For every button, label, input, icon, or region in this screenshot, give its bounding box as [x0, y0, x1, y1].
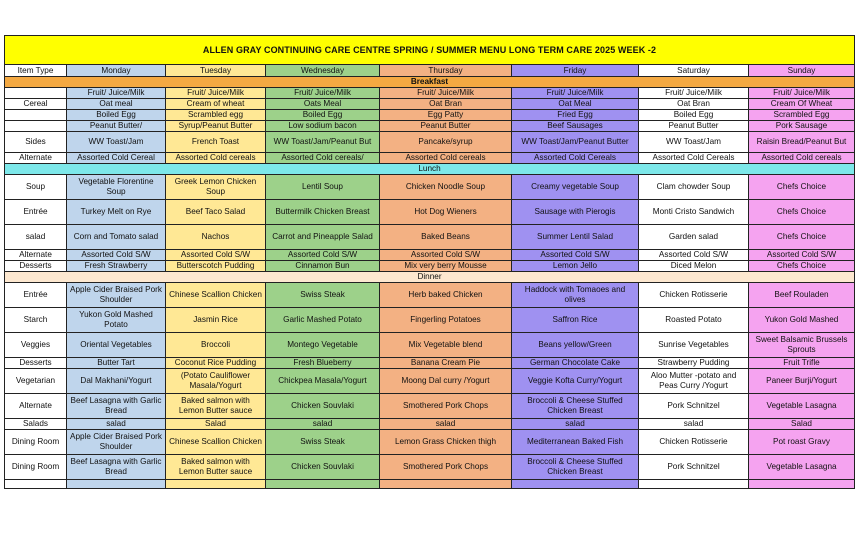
menu-cell-saturday: Oat Bran [639, 99, 749, 110]
menu-cell-tuesday: Broccoli [166, 333, 266, 358]
menu-cell-tuesday: Greek Lemon Chicken Soup [166, 175, 266, 200]
menu-cell-saturday: Peanut Butter [639, 121, 749, 132]
menu-cell-monday: Assorted Cold Cereal [67, 153, 166, 164]
menu-cell-thursday: Smothered Pork Chops [380, 394, 512, 419]
menu-cell-monday: Turkey Melt on Rye [67, 200, 166, 225]
menu-cell-wednesday: Lentil Soup [266, 175, 380, 200]
menu-row [5, 225, 855, 250]
menu-cell-wednesday: Carrot and Pineapple Salad [266, 225, 380, 250]
menu-cell-thursday: Hot Dog Wieners [380, 200, 512, 225]
menu-cell-sunday: Chefs Choice [749, 200, 855, 225]
menu-cell-wednesday: Fresh Blueberry [266, 358, 380, 369]
menu-cell-thursday: Smothered Pork Chops [380, 455, 512, 480]
menu-cell-tuesday: Jasmin Rice [166, 308, 266, 333]
menu-cell-saturday: Roasted Potato [639, 308, 749, 333]
menu-cell-tuesday: Baked salmon with Lemon Butter sauce [166, 455, 266, 480]
menu-cell-friday: Summer Lentil Salad [512, 225, 639, 250]
menu-cell-friday: Beans yellow/Green [512, 333, 639, 358]
menu-cell-sunday: Beef Rouladen [749, 283, 855, 308]
item-type-cell: Entrée [5, 200, 67, 225]
menu-cell-tuesday: Beef Taco Salad [166, 200, 266, 225]
menu-cell-thursday [380, 480, 512, 489]
menu-cell-wednesday: Buttermilk Chicken Breast [266, 200, 380, 225]
menu-cell-thursday: Herb baked Chicken [380, 283, 512, 308]
menu-cell-friday: salad [512, 419, 639, 430]
menu-cell-friday: Broccoli & Cheese Stuffed Chicken Breast [512, 394, 639, 419]
menu-cell-sunday: Salad [749, 419, 855, 430]
menu-cell-thursday: Lemon Grass Chicken thigh [380, 430, 512, 455]
menu-cell-wednesday: Oats Meal [266, 99, 380, 110]
menu-cell-monday: Oriental Vegetables [67, 333, 166, 358]
menu-cell-tuesday: Cream of wheat [166, 99, 266, 110]
menu-cell-friday: Saffron Rice [512, 308, 639, 333]
menu-cell-saturday: Chicken Rotisserie [639, 430, 749, 455]
menu-cell-monday: Corn and Tomato salad [67, 225, 166, 250]
menu-cell-tuesday: Salad [166, 419, 266, 430]
menu-cell-monday: Fruit/ Juice/Milk [67, 88, 166, 99]
menu-cell-sunday: Vegetable Lasagna [749, 455, 855, 480]
menu-cell-saturday: Aloo Mutter -potato and Peas Curry /Yogurt [639, 369, 749, 394]
menu-cell-sunday: Chefs Choice [749, 261, 855, 272]
menu-cell-monday: Yukon Gold Mashed Potato [67, 308, 166, 333]
menu-cell-monday: Boiled Egg [67, 110, 166, 121]
menu-cell-monday: Beef Lasagna with Garlic Bread [67, 394, 166, 419]
header-item-type: Item Type [5, 65, 67, 77]
menu-cell-sunday: Fruit Trifle [749, 358, 855, 369]
menu-cell-tuesday: Fruit/ Juice/Milk [166, 88, 266, 99]
menu-cell-wednesday: WW Toast/Jam/Peanut But [266, 132, 380, 153]
menu-cell-friday: Lemon Jello [512, 261, 639, 272]
menu-cell-sunday: Raisin Bread/Peanut But [749, 132, 855, 153]
section-header-row [5, 77, 855, 88]
menu-row [5, 308, 855, 333]
header-tuesday: Tuesday [166, 65, 266, 77]
menu-cell-sunday: Sweet Balsamic Brussels Sprouts [749, 333, 855, 358]
menu-cell-monday: Butter Tart [67, 358, 166, 369]
menu-cell-saturday: Fruit/ Juice/Milk [639, 88, 749, 99]
menu-cell-saturday: Pork Schnitzel [639, 455, 749, 480]
item-type-cell: salad [5, 225, 67, 250]
menu-cell-friday: WW Toast/Jam/Peanut Butter [512, 132, 639, 153]
menu-cell-sunday: Pot roast Gravy [749, 430, 855, 455]
item-type-cell: Dining Room [5, 430, 67, 455]
menu-cell-tuesday: Chinese Scallion Chicken [166, 283, 266, 308]
menu-cell-tuesday: Nachos [166, 225, 266, 250]
menu-row [5, 88, 855, 99]
menu-cell-wednesday: Fruit/ Juice/Milk [266, 88, 380, 99]
menu-cell-saturday: Assorted Cold Cereals [639, 153, 749, 164]
menu-cell-saturday: WW Toast/Jam [639, 132, 749, 153]
section-header-row [5, 272, 855, 283]
menu-cell-wednesday: Swiss Steak [266, 430, 380, 455]
menu-cell-friday: German Chocolate Cake [512, 358, 639, 369]
menu-cell-thursday: Baked Beans [380, 225, 512, 250]
menu-cell-friday: Assorted Cold S/W [512, 250, 639, 261]
menu-cell-thursday: Assorted Cold S/W [380, 250, 512, 261]
menu-cell-tuesday [166, 480, 266, 489]
menu-row [5, 333, 855, 358]
item-type-cell: Alternate [5, 153, 67, 164]
menu-row [5, 132, 855, 153]
item-type-cell: Entrée [5, 283, 67, 308]
menu-cell-sunday [749, 480, 855, 489]
menu-cell-wednesday: Cinnamon Bun [266, 261, 380, 272]
menu-cell-sunday: Chefs Choice [749, 175, 855, 200]
menu-cell-thursday: Chicken Noodle Soup [380, 175, 512, 200]
item-type-cell [5, 110, 67, 121]
menu-cell-tuesday: Assorted Cold cereals [166, 153, 266, 164]
menu-cell-wednesday: salad [266, 419, 380, 430]
item-type-cell [5, 88, 67, 99]
menu-cell-tuesday: Assorted Cold S/W [166, 250, 266, 261]
menu-cell-friday: Oat Meal [512, 99, 639, 110]
item-type-cell: Salads [5, 419, 67, 430]
menu-row [5, 480, 855, 489]
item-type-cell: Veggies [5, 333, 67, 358]
menu-cell-wednesday: Chicken Souvlaki [266, 394, 380, 419]
menu-cell-thursday: Banana Cream Pie [380, 358, 512, 369]
menu-row [5, 261, 855, 272]
menu-cell-sunday: Cream Of Wheat [749, 99, 855, 110]
menu-cell-monday: Apple Cider Braised Pork Shoulder [67, 283, 166, 308]
menu-cell-sunday: Paneer Burji/Yogurt [749, 369, 855, 394]
menu-cell-friday: Beef Sausages [512, 121, 639, 132]
menu-cell-monday: Dal Makhani/Yogurt [67, 369, 166, 394]
menu-cell-saturday: Clam chowder Soup [639, 175, 749, 200]
menu-cell-saturday: Pork Schnitzel [639, 394, 749, 419]
menu-row [5, 175, 855, 200]
menu-cell-thursday: Fingerling Potatoes [380, 308, 512, 333]
item-type-cell: Desserts [5, 358, 67, 369]
menu-row [5, 283, 855, 308]
menu-cell-wednesday: Low sodium bacon [266, 121, 380, 132]
item-type-cell [5, 121, 67, 132]
menu-row [5, 110, 855, 121]
menu-cell-wednesday [266, 480, 380, 489]
menu-row [5, 250, 855, 261]
menu-cell-tuesday: French Toast [166, 132, 266, 153]
menu-cell-friday: Creamy vegetable Soup [512, 175, 639, 200]
item-type-cell: Sides [5, 132, 67, 153]
menu-cell-monday [67, 480, 166, 489]
item-type-cell: Alternate [5, 250, 67, 261]
item-type-cell: Vegetarian [5, 369, 67, 394]
menu-cell-tuesday: Scrambled egg [166, 110, 266, 121]
menu-cell-monday: salad [67, 419, 166, 430]
menu-cell-saturday: Monti Cristo Sandwich [639, 200, 749, 225]
menu-cell-wednesday: Montego Vegetable [266, 333, 380, 358]
menu-cell-thursday: Peanut Butter [380, 121, 512, 132]
menu-cell-monday: Peanut Butter/ [67, 121, 166, 132]
menu-cell-monday: Fresh Strawberry [67, 261, 166, 272]
menu-cell-thursday: Egg Patty [380, 110, 512, 121]
header-saturday: Saturday [639, 65, 749, 77]
item-type-cell: Cereal [5, 99, 67, 110]
menu-cell-friday: Fried Egg [512, 110, 639, 121]
menu-cell-friday: Sausage with Pierogis [512, 200, 639, 225]
menu-row [5, 369, 855, 394]
menu-cell-sunday: Assorted Cold cereals [749, 153, 855, 164]
menu-row [5, 358, 855, 369]
menu-cell-wednesday: Garlic Mashed Potato [266, 308, 380, 333]
menu-cell-saturday: Sunrise Vegetables [639, 333, 749, 358]
section-label: Lunch [5, 164, 855, 175]
header-monday: Monday [67, 65, 166, 77]
menu-cell-friday: Assorted Cold Cereals [512, 153, 639, 164]
menu-cell-saturday: salad [639, 419, 749, 430]
menu-row [5, 455, 855, 480]
menu-row [5, 121, 855, 132]
menu-cell-thursday: Oat Bran [380, 99, 512, 110]
menu-cell-friday: Mediterranean Baked Fish [512, 430, 639, 455]
menu-cell-thursday: Fruit/ Juice/Milk [380, 88, 512, 99]
menu-row [5, 153, 855, 164]
item-type-cell: Alternate [5, 394, 67, 419]
header-wednesday: Wednesday [266, 65, 380, 77]
menu-cell-wednesday: Chickpea Masala/Yogurt [266, 369, 380, 394]
header-sunday: Sunday [749, 65, 855, 77]
item-type-cell: Starch [5, 308, 67, 333]
menu-cell-thursday: salad [380, 419, 512, 430]
menu-title: ALLEN GRAY CONTINUING CARE CENTRE SPRING / SUMMER MENU LONG TERM CARE 2025 WEEK -2 [5, 36, 855, 65]
menu-cell-tuesday: Butterscotch Pudding [166, 261, 266, 272]
menu-cell-saturday: Garden salad [639, 225, 749, 250]
menu-cell-thursday: Assorted Cold cereals [380, 153, 512, 164]
menu-cell-tuesday: Chinese Scallion Chicken [166, 430, 266, 455]
menu-cell-friday: Broccoli & Cheese Stuffed Chicken Breast [512, 455, 639, 480]
item-type-cell: Desserts [5, 261, 67, 272]
menu-row [5, 430, 855, 455]
menu-cell-monday: Beef Lasagna with Garlic Bread [67, 455, 166, 480]
menu-cell-wednesday: Chicken Souvlaki [266, 455, 380, 480]
item-type-cell: Dining Room [5, 455, 67, 480]
menu-cell-sunday: Pork Sausage [749, 121, 855, 132]
item-type-cell: Soup [5, 175, 67, 200]
menu-row [5, 99, 855, 110]
menu-cell-tuesday: Baked salmon with Lemon Butter sauce [166, 394, 266, 419]
menu-cell-friday: Haddock with Tomaoes and olives [512, 283, 639, 308]
menu-cell-sunday: Assorted Cold S/W [749, 250, 855, 261]
menu-cell-friday [512, 480, 639, 489]
menu-cell-wednesday: Assorted Cold cereals/ [266, 153, 380, 164]
menu-cell-monday: Apple Cider Braised Pork Shoulder [67, 430, 166, 455]
menu-cell-saturday: Diced Melon [639, 261, 749, 272]
header-thursday: Thursday [380, 65, 512, 77]
menu-cell-saturday: Chicken Rotisserie [639, 283, 749, 308]
menu-cell-thursday: Moong Dal curry /Yogurt [380, 369, 512, 394]
menu-cell-tuesday: Syrup/Peanut Butter [166, 121, 266, 132]
menu-cell-friday: Fruit/ Juice/Milk [512, 88, 639, 99]
menu-cell-tuesday: (Potato Cauliflower Masala/Yogurt [166, 369, 266, 394]
menu-cell-saturday: Strawberry Pudding [639, 358, 749, 369]
menu-cell-thursday: Mix Vegetable blend [380, 333, 512, 358]
menu-row [5, 200, 855, 225]
section-header-row [5, 164, 855, 175]
menu-cell-saturday [639, 480, 749, 489]
section-label: Dinner [5, 272, 855, 283]
menu-cell-wednesday: Swiss Steak [266, 283, 380, 308]
menu-row [5, 419, 855, 430]
menu-row [5, 394, 855, 419]
menu-cell-sunday: Chefs Choice [749, 225, 855, 250]
menu-cell-saturday: Boiled Egg [639, 110, 749, 121]
menu-cell-wednesday: Assorted Cold S/W [266, 250, 380, 261]
item-type-cell [5, 480, 67, 489]
menu-cell-sunday: Vegetable Lasagna [749, 394, 855, 419]
header-friday: Friday [512, 65, 639, 77]
menu-cell-saturday: Assorted Cold S/W [639, 250, 749, 261]
menu-cell-monday: Vegetable Florentine Soup [67, 175, 166, 200]
menu-cell-sunday: Scrambled Egg [749, 110, 855, 121]
menu-cell-sunday: Yukon Gold Mashed [749, 308, 855, 333]
menu-cell-monday: Assorted Cold S/W [67, 250, 166, 261]
menu-cell-friday: Veggie Kofta Curry/Yogurt [512, 369, 639, 394]
menu-cell-tuesday: Coconut Rice Pudding [166, 358, 266, 369]
menu-cell-monday: Oat meal [67, 99, 166, 110]
menu-cell-thursday: Mix very berry Mousse [380, 261, 512, 272]
menu-cell-monday: WW Toast/Jam [67, 132, 166, 153]
menu-cell-sunday: Fruit/ Juice/Milk [749, 88, 855, 99]
menu-cell-wednesday: Boiled Egg [266, 110, 380, 121]
header-row [5, 65, 855, 77]
menu-table [4, 35, 855, 489]
menu-cell-thursday: Pancake/syrup [380, 132, 512, 153]
section-label: Breakfast [5, 77, 855, 88]
